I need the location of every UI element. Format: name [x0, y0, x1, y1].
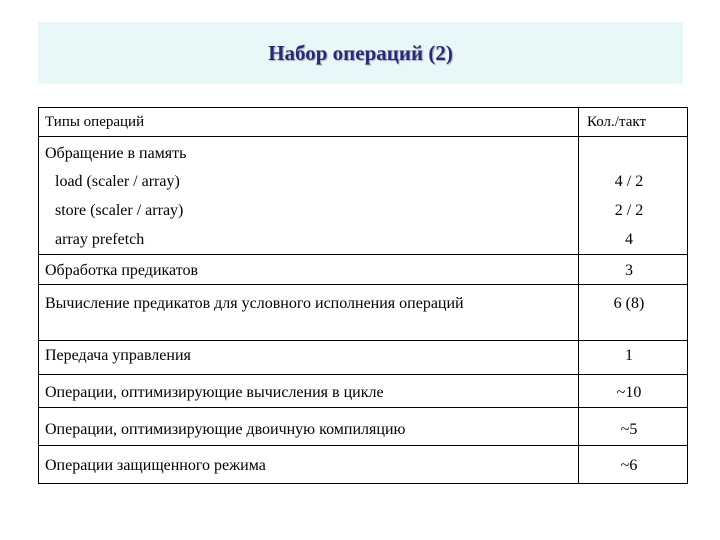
protected-mode-value: ~6: [620, 457, 638, 474]
predicates-value: 3: [625, 262, 633, 279]
control-transfer-value: 1: [625, 347, 633, 364]
binary-compile-label: Операции, оптимизирующие двоичную компиляцию: [45, 421, 406, 438]
control-transfer-label: Передача управления: [45, 347, 191, 364]
protected-mode-label: Операции защищенного режима: [45, 457, 266, 474]
predicate-calc-label: Вычисление предикатов для условного исполнения операций: [45, 295, 464, 312]
row-divider: [39, 340, 687, 341]
row-divider: [39, 284, 687, 285]
row-divider: [39, 254, 687, 255]
binary-compile-value: ~5: [620, 421, 638, 438]
row-divider: [39, 136, 687, 137]
header-count: Кол./такт: [587, 114, 647, 130]
title-box: [38, 22, 683, 84]
load-value: 4 / 2: [614, 173, 644, 190]
operations-table: [38, 107, 688, 484]
row-divider: [39, 445, 687, 446]
store-value: 2 / 2: [614, 202, 644, 219]
predicates-label: Обработка предикатов: [45, 262, 199, 279]
store-label: store (scaler / array): [55, 202, 184, 219]
memory-access-label: Обращение в память: [45, 145, 187, 162]
loop-ops-value: ~10: [616, 384, 642, 401]
header-type: Типы операций: [45, 114, 145, 130]
page-title: Набор операций (2): [268, 40, 453, 65]
load-label: load (scaler / array): [55, 173, 180, 190]
prefetch-value: 4: [625, 231, 633, 248]
row-divider: [39, 374, 687, 375]
row-divider: [39, 407, 687, 408]
predicate-calc-value: 6 (8): [613, 295, 645, 312]
prefetch-label: array prefetch: [55, 231, 145, 248]
loop-ops-label: Операции, оптимизирующие вычисления в цикле: [45, 384, 384, 401]
